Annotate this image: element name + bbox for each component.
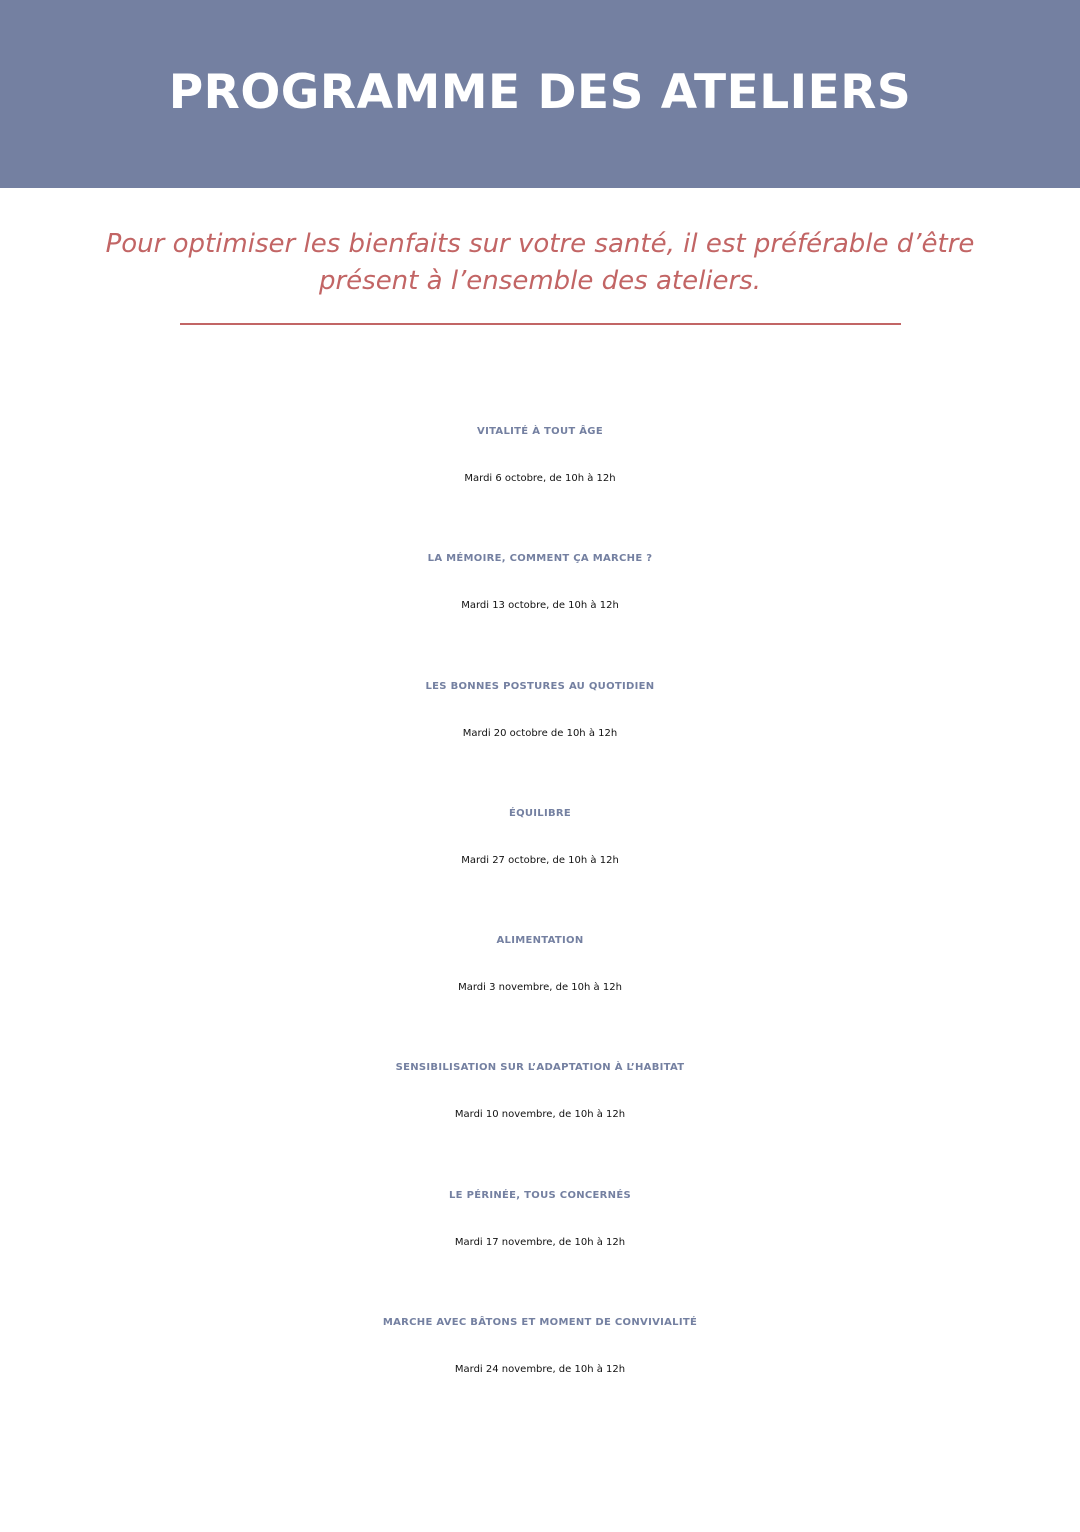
session-date: Mardi 20 octobre de 10h à 12h [462, 727, 618, 739]
session-item [0, 662, 1080, 789]
session-title: LA MÉMOIRE, COMMENT ÇA MARCHE ? [427, 553, 653, 565]
session-date: Mardi 17 novembre, de 10h à 12h [454, 1236, 626, 1248]
session-date: Mardi 27 octobre, de 10h à 12h [461, 854, 619, 866]
session-date: Mardi 6 octobre, de 10h à 12h [464, 473, 616, 484]
session-date: Mardi 3 novembre, de 10h à 12h [458, 982, 622, 994]
session-item [0, 1043, 1080, 1170]
session-title: MARCHE AVEC BÂTONS ET MOMENT DE CONVIVIALITÉ [382, 1317, 698, 1329]
session-item [0, 789, 1080, 916]
session-title: VITALITÉ À TOUT ÂGE [477, 426, 603, 437]
intro-note [60, 226, 1020, 300]
session-list [0, 407, 1080, 1425]
session-title: ALIMENTATION [496, 935, 584, 947]
intro-line-1: Pour optimiser les bienfaits sur votre santé, il est préférable d’être [105, 229, 975, 259]
session-title: LE PÉRINÉE, TOUS CONCERNÉS [449, 1189, 631, 1201]
session-title: SENSIBILISATION SUR L’ADAPTATION À L’HABITAT [395, 1062, 685, 1074]
session-title: LES BONNES POSTURES AU QUOTIDIEN [425, 680, 655, 692]
session-item [0, 1298, 1080, 1425]
session-item [0, 407, 1080, 534]
session-date: Mardi 13 octobre, de 10h à 12h [461, 600, 619, 612]
session-item [0, 534, 1080, 661]
session-item [0, 916, 1080, 1043]
page-title: PROGRAMME DES ATELIERS [168, 64, 912, 120]
divider-line [180, 323, 901, 325]
session-date: Mardi 24 novembre, de 10h à 12h [454, 1364, 626, 1376]
session-date: Mardi 10 novembre, de 10h à 12h [454, 1109, 626, 1121]
session-item [0, 1171, 1080, 1298]
session-title: ÉQUILIBRE [508, 807, 572, 819]
header-banner [0, 0, 1080, 188]
intro-line-2: présent à l’ensemble des ateliers. [318, 266, 762, 296]
